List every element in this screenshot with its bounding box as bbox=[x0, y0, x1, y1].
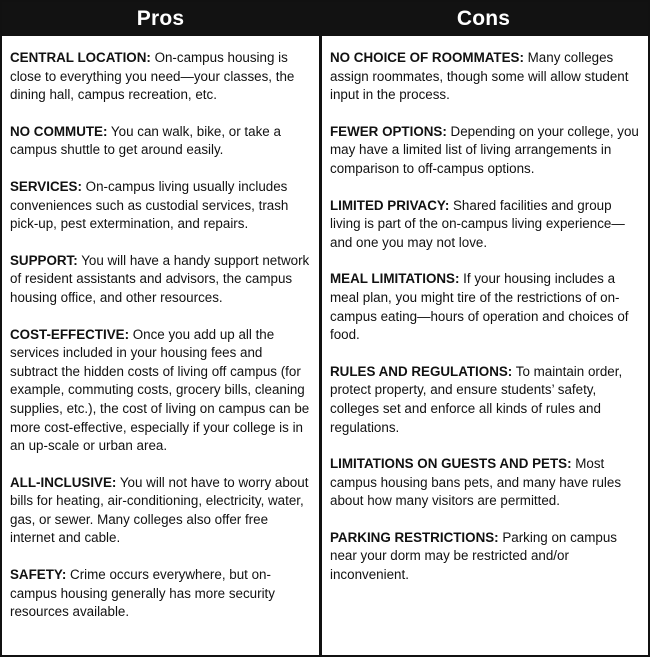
pros-entry-central-location bbox=[10, 49, 311, 105]
entry-text: Shared facilities and group living is part of the on-campus living experience—and one you may not love. bbox=[330, 197, 625, 250]
cons-header: Cons bbox=[456, 7, 511, 30]
cons-column bbox=[319, 36, 648, 655]
entry-label: ALL-INCLUSIVE: bbox=[10, 474, 117, 490]
entry-label: CENTRAL LOCATION: bbox=[10, 50, 151, 65]
entry-text: If your housing includes a meal plan, you might tire of the restrictions of on-campus eating—hours of operation and choices of food. bbox=[330, 271, 629, 343]
entry-text: On-campus housing is close to everything you need—your classes, the dining hall, campus recreation, etc. bbox=[10, 50, 295, 103]
entry-text: Once you add up all the services included in your housing fees and subtract the hidden costs of living off campus (for example, commuting costs, grocery bills, cleaning supplies, etc.), the cost of living on campus can be more cost-effective, especially if your college is in an up-scale or urban area. bbox=[10, 326, 310, 454]
pros-entry-no-commute bbox=[10, 123, 311, 160]
cons-entry-rules-and-regulations bbox=[330, 363, 640, 437]
entry-text: You will not have to worry about bills for heating, air-conditioning, electricity, water, gas, or sewer. Many colleges also offer free internet and cable. bbox=[10, 474, 309, 546]
cons-entry-meal-limitations bbox=[330, 270, 640, 344]
entry-label: NO CHOICE OF ROOMMATES: bbox=[330, 50, 524, 65]
pros-entry-services bbox=[10, 178, 311, 234]
entry-text: On-campus living usually includes conveniences such as custodial services, trash pick-up, pest extermination, and repairs. bbox=[10, 178, 289, 232]
body-row bbox=[2, 36, 648, 655]
pros-entry-support bbox=[10, 252, 311, 308]
entry-label: FEWER OPTIONS: bbox=[330, 123, 447, 139]
entry-text: You can walk, bike, or take a campus shuttle to get around easily. bbox=[10, 123, 281, 158]
entry-text: Many colleges assign roommates, though some will allow student input in the process. bbox=[330, 50, 629, 103]
cons-entry-limitations-on-guests-and-pets bbox=[330, 455, 640, 511]
pros-entry-safety bbox=[10, 566, 311, 622]
entry-label: PARKING RESTRICTIONS: bbox=[330, 529, 499, 545]
header-row bbox=[2, 2, 648, 36]
pros-entry-all-inclusive bbox=[10, 474, 311, 548]
pros-entry-cost-effective bbox=[10, 326, 311, 456]
entry-text: Most campus housing bans pets, and many have rules about how many visitors are permitted. bbox=[330, 456, 622, 509]
entry-label: SUPPORT: bbox=[10, 252, 78, 268]
entry-text: Parking on campus near your dorm may be restricted and/or inconvenient. bbox=[330, 529, 617, 583]
entry-label: RULES AND REGULATIONS: bbox=[330, 363, 513, 379]
cons-entry-fewer-options bbox=[330, 123, 640, 179]
entry-text: Depending on your college, you may have a limited list of living arrangements in comparison to off-campus options. bbox=[330, 123, 639, 176]
cons-entry-parking-restrictions bbox=[330, 529, 640, 585]
pros-header: Pros bbox=[136, 7, 185, 30]
entry-label: LIMITATIONS ON GUESTS AND PETS: bbox=[330, 456, 572, 472]
cons-entry-no-choice-of-roommates bbox=[330, 49, 640, 105]
entry-label: SERVICES: bbox=[10, 178, 82, 194]
entry-text: To maintain order, protect property, and ensure students’ safety, colleges set and enforce all kinds of rules and regulations. bbox=[330, 363, 623, 435]
entry-label: MEAL LIMITATIONS: bbox=[330, 271, 460, 287]
pros-column bbox=[2, 36, 319, 655]
entry-label: COST-EFFECTIVE: bbox=[10, 326, 130, 342]
entry-text: Crime occurs everywhere, but on-campus housing generally has more security resources available. bbox=[10, 567, 275, 620]
cons-entry-limited-privacy bbox=[330, 197, 640, 253]
entry-text: You will have a handy support network of resident assistants and advisors, the campus housing office, and other resources. bbox=[10, 252, 310, 305]
entry-label: SAFETY: bbox=[10, 567, 67, 583]
entry-label: LIMITED PRIVACY: bbox=[330, 197, 450, 213]
entry-label: NO COMMUTE: bbox=[10, 123, 108, 139]
